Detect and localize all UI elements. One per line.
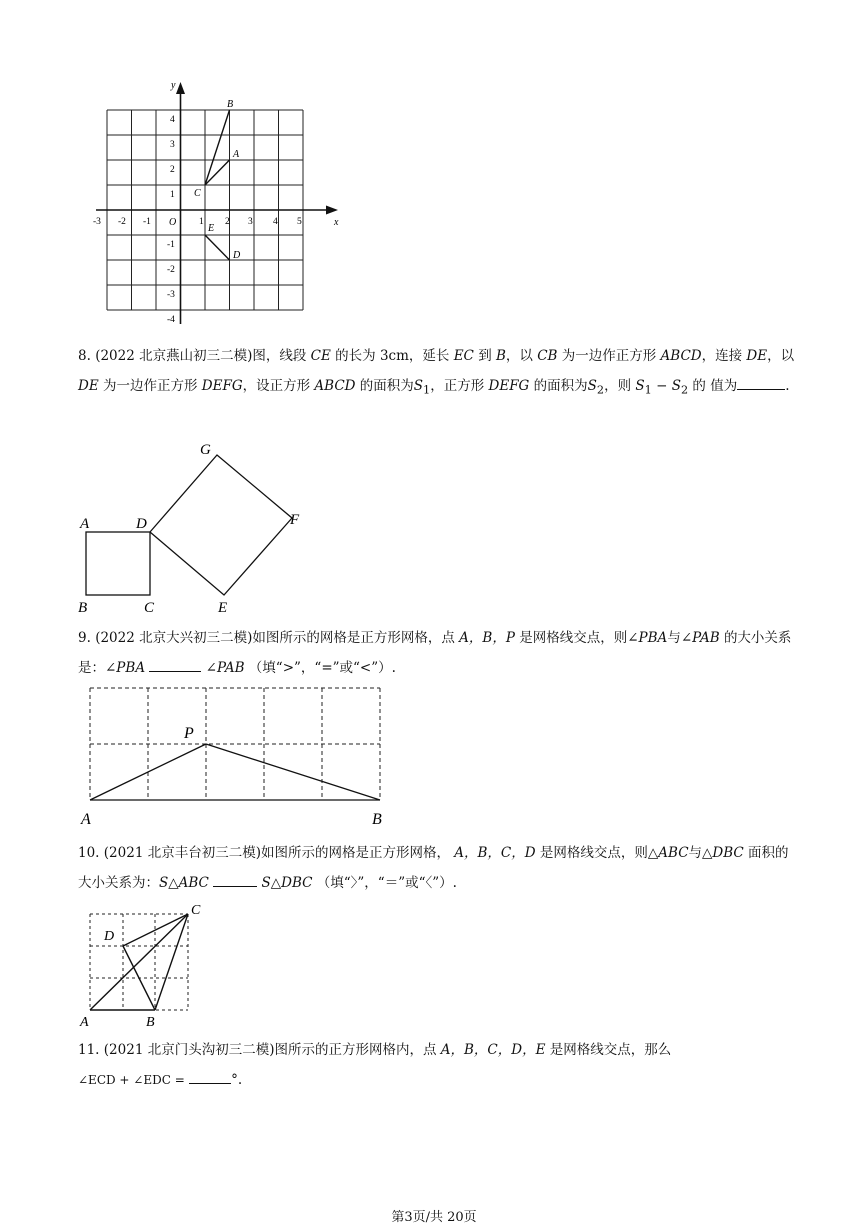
- x-axis: [96, 206, 338, 215]
- label-p: P: [184, 725, 194, 742]
- svg-text:2: 2: [170, 165, 175, 175]
- svg-text:3: 3: [170, 140, 175, 150]
- point-b-label: B: [227, 99, 234, 110]
- label-c: C: [191, 903, 201, 918]
- point-a-label: A: [233, 149, 240, 160]
- square-abcd: [86, 532, 150, 595]
- label-d: D: [104, 929, 115, 944]
- square-defg: [150, 455, 292, 595]
- label-a: A: [81, 811, 91, 828]
- svg-text:5: 5: [297, 217, 302, 227]
- answer-blank-8[interactable]: [737, 375, 785, 390]
- y-axis-label: y: [171, 80, 176, 91]
- square-figure-q8: [74, 436, 324, 618]
- svg-text:4: 4: [170, 115, 175, 125]
- svg-text:-2: -2: [167, 265, 175, 275]
- page-footer: 第3页/共 20页: [391, 1210, 477, 1225]
- question-8: 8. (2022 北京燕山初三二模)图，线段 CE 的长为 3cm，延长 EC 到 B，以 CB 为一边作正方形 ABCD，连接 DE，以 DE 为一边作正方形 DEFG，设正方形 ABCD 的面积为$S_1$，正方形 DEFG 的面积为$S_2$，则 $S_1 - S_2$ 的 值为 .: [78, 348, 795, 397]
- label-g: G: [200, 442, 211, 458]
- label-a: A: [80, 1015, 89, 1030]
- label-b: B: [78, 600, 88, 616]
- question-11: 11. (2021 北京门头沟初三二模)图所示的正方形网格内，点 A，B，C，D，E 是网格线交点，那么 ∠ECD + ∠EDC = °.: [78, 1042, 672, 1088]
- label-e: E: [218, 600, 228, 616]
- coordinate-grid-figure: [88, 78, 348, 328]
- answer-blank-11[interactable]: [189, 1069, 231, 1084]
- point-d-label: D: [233, 250, 241, 261]
- label-f: F: [290, 512, 300, 528]
- svg-text:-1: -1: [143, 217, 151, 227]
- question-10: 10. (2021 北京丰台初三二模)如图所示的网格是正方形网格， A，B，C，D 是网格线交点，则△ABC与△DBC 面积的大小关系为：S△ABC S△DBC （填“〉”，“＝”或“〈”）.: [78, 845, 789, 891]
- svg-text:-3: -3: [93, 217, 101, 227]
- grid-figure-q10: [76, 898, 216, 1032]
- label-c: C: [144, 600, 155, 616]
- svg-text:-4: -4: [167, 315, 175, 325]
- svg-text:-3: -3: [167, 290, 175, 300]
- label-b: B: [146, 1015, 155, 1030]
- label-a: A: [80, 516, 90, 532]
- segment-pb: [206, 744, 380, 800]
- svg-text:2: 2: [225, 217, 230, 227]
- question-9: 9. (2022 北京大兴初三二模)如图所示的网格是正方形网格，点 A，B，P 是网格线交点，则∠PBA与∠PAB 的大小关系是：∠PBA ∠PAB （填“>”，“=”或“<”）.: [78, 630, 792, 676]
- svg-text:4: 4: [273, 217, 278, 227]
- segment-cb: [205, 110, 230, 185]
- grid-figure-q9: [78, 682, 398, 830]
- svg-text:-1: -1: [167, 240, 175, 250]
- label-d: D: [136, 516, 147, 532]
- x-axis-label: x: [334, 217, 339, 228]
- origin-label: O: [169, 217, 177, 228]
- point-c-label: C: [194, 188, 201, 199]
- svg-text:1: 1: [199, 217, 204, 227]
- point-e-label: E: [208, 223, 215, 234]
- svg-text:-2: -2: [118, 217, 126, 227]
- segment-ed: [205, 235, 230, 260]
- label-b: B: [372, 811, 382, 828]
- svg-text:1: 1: [170, 190, 175, 200]
- x-tick-labels: [93, 217, 302, 227]
- answer-blank-10[interactable]: [213, 872, 257, 887]
- svg-text:3: 3: [248, 217, 253, 227]
- answer-blank-9[interactable]: [149, 657, 201, 672]
- y-axis: [176, 82, 185, 324]
